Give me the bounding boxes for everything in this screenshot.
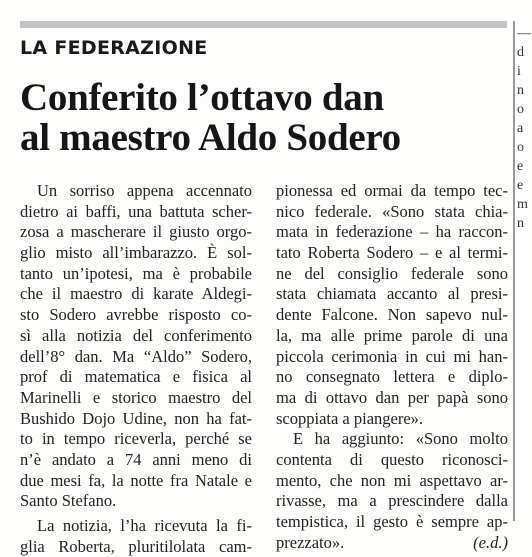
text-line: pionessa ed ormai da tempo tec- [276, 181, 508, 200]
text-line: la, ma alle prime parole di una [276, 325, 508, 345]
text-line: sì alla notizia del conferimento [20, 325, 252, 345]
edge-char: e [517, 159, 524, 174]
edge-char: n [517, 216, 524, 231]
text-line: zosa a mascherare il giusto orgo- [20, 222, 252, 242]
text-line: dell’8° dan. Ma “Aldo” Sodero, [20, 346, 252, 366]
text-line: tanto un’ipotesi, ma è probabile [20, 263, 252, 283]
text-line: due mesi fa, la notte fra Natale e [20, 470, 252, 490]
article-column-2 [276, 181, 508, 553]
edge-char: a [517, 121, 524, 136]
article-column-1 [20, 181, 252, 557]
edge-char: i [517, 64, 521, 79]
edge-char: d [517, 45, 524, 60]
text-line: glia Roberta, pluritilolata cam- [20, 536, 252, 556]
text-line: Santo Stefano. [20, 491, 117, 511]
text-line: tato Roberta Sodero – e al termi- [276, 243, 508, 263]
text-line: piccola cerimonia in cui mi han- [276, 346, 508, 366]
author-signature: (e.d.) [473, 532, 508, 552]
text-line: tempistica, il gesto è sempre ap- [276, 512, 508, 531]
edge-char: o [517, 140, 524, 155]
text-line: dietro ai baffi, una battuta scher- [20, 201, 252, 221]
headline [20, 78, 512, 158]
text-line: prof di matematica e fisica al [20, 367, 252, 387]
edge-char: o [517, 102, 524, 117]
section-bar [20, 21, 507, 28]
text-line: sto Sodero avrebbe risposto co- [20, 305, 252, 325]
text-line: dente Falcone. Non sapevo nul- [276, 305, 508, 325]
text-line: Un sorriso appena accennato [37, 181, 252, 200]
adjacent-article-edge [517, 24, 532, 233]
text-line: Marinelli e storico maestro del [20, 387, 252, 407]
text-line: n’è andato a 74 anni meno di [20, 449, 252, 469]
text-line: ma di ottavo dan per papà sono [276, 387, 508, 407]
edge-char: — [517, 26, 531, 41]
text-line: ne del consiglio federale sono [276, 263, 508, 283]
text-line: scoppiata a piangere». [276, 408, 424, 428]
text-line: che il maestro di karate Aldegi- [20, 284, 252, 304]
text-line: no consegnato lettera e diplo- [276, 367, 508, 387]
text-line: prezzato». [276, 532, 345, 552]
section-label: LA FEDERAZIONE [20, 37, 208, 59]
text-line: La notizia, l’ha ricevuta la fi- [37, 516, 252, 535]
text-line: contenta di questo riconosci- [276, 449, 508, 469]
text-line: rivasse, ma a prescindere dalla [276, 491, 508, 511]
edge-char: e [517, 178, 524, 193]
edge-char: n [517, 83, 524, 98]
column-divider [513, 21, 515, 521]
text-line: glio misto all’imbarazzo. È sol- [20, 243, 252, 263]
text-line: Bushido Dojo Udine, non ha fat- [20, 408, 252, 428]
text-line: mento, che non mi aspettavo ar- [276, 470, 508, 490]
text-line: to in tempo riceverla, perché se [20, 429, 252, 449]
text-line: mata in federazione – ha raccon- [276, 222, 508, 242]
edge-char: m [517, 197, 528, 212]
headline-line-2: al maestro Aldo Sodero [20, 116, 401, 159]
text-line: E ha aggiunto: «Sono molto [293, 429, 508, 449]
text-line: nico federale. «Sono stata chia- [276, 201, 508, 221]
text-line: stata chiamata accanto al presi- [276, 284, 508, 304]
headline-line-1: Conferito l’ottavo dan [20, 76, 384, 119]
